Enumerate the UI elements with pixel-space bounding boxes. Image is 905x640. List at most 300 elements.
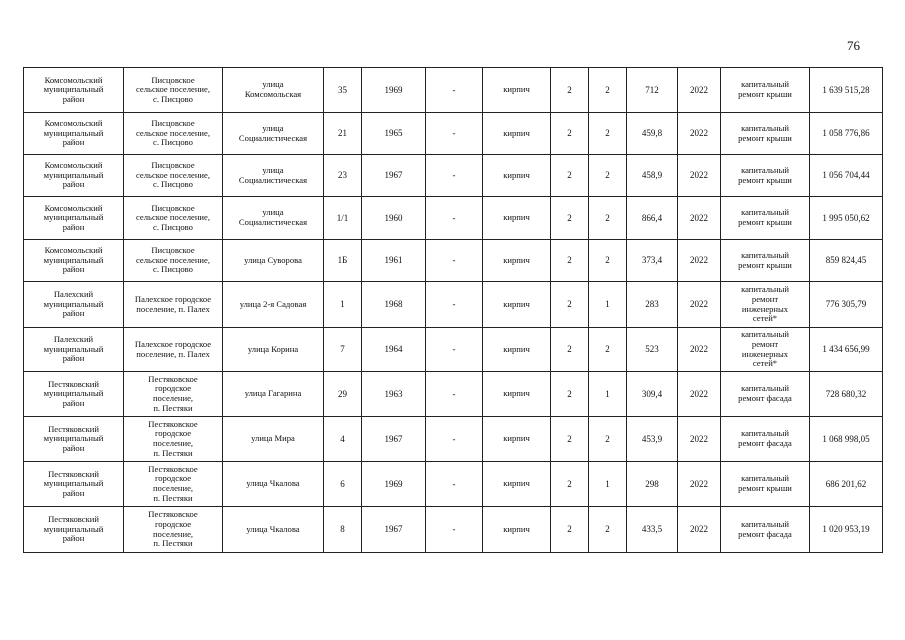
cell-text: 2 <box>605 344 610 355</box>
cell-wall-material <box>483 240 551 282</box>
cell-street <box>223 507 324 553</box>
cell-cost <box>810 113 883 155</box>
cell-text: улица Гагарина <box>244 388 302 399</box>
cell-text: Палехское городское поселение, п. Палех <box>134 338 212 359</box>
cell-text: 523 <box>645 344 659 355</box>
cell-entrances <box>589 328 627 372</box>
cell-text: Пестяковское городское поселение, п. Пестяки <box>148 418 198 458</box>
cell-district <box>24 328 124 372</box>
cell-entrances <box>589 197 627 240</box>
cell-text: капитальный ремонт фасада <box>738 383 792 403</box>
cell-text: 2022 <box>690 128 708 139</box>
cell-repair-year <box>678 240 721 282</box>
cell-cost <box>810 417 883 462</box>
cell-text: 1 <box>605 388 610 399</box>
cell-text: кирпич <box>503 343 530 354</box>
cell-house-number <box>324 417 362 462</box>
cell-floors <box>551 240 589 282</box>
cell-build-year <box>362 282 426 328</box>
cell-wall-material <box>483 155 551 197</box>
cell-text: - <box>452 388 456 399</box>
cell-work-type <box>721 197 810 240</box>
cell-build-year <box>362 462 426 507</box>
cell-text: Комсомольский муниципальный район <box>43 160 104 190</box>
cell-text: 2 <box>605 524 610 535</box>
cell-street <box>223 462 324 507</box>
cell-text: 2 <box>605 212 610 223</box>
cell-cost <box>810 462 883 507</box>
cell-entrances <box>589 240 627 282</box>
cell-text: 1Б <box>337 255 348 266</box>
cell-area <box>627 282 678 328</box>
cell-work-type <box>721 68 810 113</box>
cell-district <box>24 68 124 113</box>
cell-work-type <box>721 372 810 417</box>
cell-settlement <box>124 113 223 155</box>
page-number: 76 <box>847 38 860 53</box>
cell-text: - <box>452 212 456 223</box>
cell-dash <box>426 282 483 328</box>
cell-text: капитальный ремонт крыши <box>738 164 792 185</box>
cell-text: 2 <box>605 170 610 181</box>
cell-text: 6 <box>340 478 345 489</box>
cell-text: 2 <box>567 344 572 355</box>
cell-text: Комсомольский муниципальный район <box>43 74 104 104</box>
cell-text: 866,4 <box>641 212 663 223</box>
cell-text: кирпич <box>503 127 530 138</box>
table-row <box>24 282 883 328</box>
cell-text: 1965 <box>384 128 403 139</box>
cell-repair-year <box>678 462 721 507</box>
table-row <box>24 328 883 372</box>
cell-text: 2 <box>605 433 610 444</box>
cell-house-number <box>324 240 362 282</box>
cell-text: улица Мира <box>251 433 295 444</box>
cell-district <box>24 113 124 155</box>
cell-text: Писцовское сельское поселение, с. Писцово <box>136 245 210 275</box>
cell-area <box>627 68 678 113</box>
cell-text: 2022 <box>690 299 708 310</box>
cell-build-year <box>362 417 426 462</box>
cell-text: 8 <box>340 524 345 535</box>
table-row <box>24 68 883 113</box>
cell-text: 1 639 515,28 <box>822 84 870 95</box>
cell-text: 2 <box>567 128 572 139</box>
cell-text: - <box>452 255 456 266</box>
cell-street <box>223 282 324 328</box>
cell-text: 2022 <box>690 84 708 95</box>
cell-text: 1963 <box>384 388 403 399</box>
cell-dash <box>426 372 483 417</box>
cell-text: капитальный ремонт крыши <box>738 79 792 99</box>
cell-text: Пестяковский муниципальный район <box>43 423 104 453</box>
cell-work-type <box>721 462 810 507</box>
cell-text: 2 <box>567 170 572 181</box>
cell-area <box>627 507 678 553</box>
cell-text: - <box>452 344 456 355</box>
cell-text: 1 434 656,99 <box>822 344 870 355</box>
cell-house-number <box>324 155 362 197</box>
cell-text: 2 <box>605 84 610 95</box>
cell-district <box>24 372 124 417</box>
cell-text: Пестяковский муниципальный район <box>43 468 104 498</box>
cell-text: капитальный ремонт инженерных сетей* <box>741 284 789 324</box>
cell-text: кирпич <box>503 84 530 95</box>
cell-house-number <box>324 372 362 417</box>
cell-text: - <box>452 128 456 139</box>
cell-floors <box>551 462 589 507</box>
cell-text: Писцовское сельское поселение, с. Писцово <box>136 74 210 104</box>
cell-text: капитальный ремонт фасада <box>738 518 792 539</box>
cell-text: 433,5 <box>641 524 663 535</box>
cell-text: 2 <box>567 84 572 95</box>
cell-house-number <box>324 113 362 155</box>
cell-entrances <box>589 155 627 197</box>
cell-text: кирпич <box>503 478 530 489</box>
cell-repair-year <box>678 417 721 462</box>
cell-text: кирпич <box>503 523 530 534</box>
cell-street <box>223 417 324 462</box>
cell-floors <box>551 507 589 553</box>
cell-wall-material <box>483 197 551 240</box>
cell-street <box>223 240 324 282</box>
cell-settlement <box>124 155 223 197</box>
cell-text: 2022 <box>690 255 708 266</box>
cell-text: 2022 <box>690 212 708 223</box>
cell-text: 1969 <box>384 84 403 95</box>
cell-text: 2022 <box>690 478 708 489</box>
cell-settlement <box>124 462 223 507</box>
cell-district <box>24 462 124 507</box>
cell-text: капитальный ремонт крыши <box>738 122 792 143</box>
cell-text: 298 <box>645 478 659 489</box>
cell-area <box>627 328 678 372</box>
cell-text: 2 <box>605 255 610 266</box>
cell-text: Писцовское сельское поселение, с. Писцово <box>136 118 210 148</box>
cell-floors <box>551 197 589 240</box>
cell-build-year <box>362 507 426 553</box>
cell-text: 776 305,79 <box>825 299 867 310</box>
cell-text: Писцовское сельское поселение, с. Писцово <box>136 202 210 232</box>
cell-text: Комсомольский муниципальный район <box>43 245 104 275</box>
cell-text: 1960 <box>384 212 403 223</box>
cell-wall-material <box>483 68 551 113</box>
cell-text: улица Чкалова <box>246 523 300 534</box>
table-row <box>24 507 883 553</box>
cell-work-type <box>721 155 810 197</box>
cell-build-year <box>362 113 426 155</box>
cell-text: 2 <box>567 524 572 535</box>
cell-text: улица 2-я Садовая <box>239 298 307 309</box>
cell-text: Комсомольский муниципальный район <box>43 202 104 232</box>
cell-entrances <box>589 68 627 113</box>
cell-dash <box>426 240 483 282</box>
cell-text: 21 <box>338 128 347 139</box>
cell-text: Пестяковское городское поселение, п. Пестяки <box>148 509 198 549</box>
cell-district <box>24 197 124 240</box>
cell-text: кирпич <box>503 388 530 399</box>
cell-wall-material <box>483 462 551 507</box>
cell-dash <box>426 462 483 507</box>
cell-text: Пестяковский муниципальный район <box>43 514 104 544</box>
cell-repair-year <box>678 282 721 328</box>
cell-entrances <box>589 507 627 553</box>
cell-house-number <box>324 328 362 372</box>
cell-wall-material <box>483 328 551 372</box>
cell-cost <box>810 328 883 372</box>
cell-text: 29 <box>338 388 347 399</box>
cell-text: 686 201,62 <box>825 478 867 489</box>
cell-text: - <box>452 524 456 535</box>
cell-text: улица Суворова <box>244 254 302 265</box>
cell-text: 728 680,32 <box>825 388 867 399</box>
cell-district <box>24 155 124 197</box>
cell-text: 459,8 <box>641 128 663 139</box>
cell-build-year <box>362 372 426 417</box>
cell-text: капитальный ремонт крыши <box>738 207 792 227</box>
cell-wall-material <box>483 282 551 328</box>
cell-floors <box>551 68 589 113</box>
cell-text: 2022 <box>690 344 708 355</box>
cell-entrances <box>589 462 627 507</box>
cell-text: кирпич <box>503 169 530 180</box>
cell-entrances <box>589 372 627 417</box>
cell-text: улица Корина <box>247 343 299 354</box>
cell-settlement <box>124 328 223 372</box>
cell-text: 1 020 953,19 <box>822 524 870 535</box>
table-row <box>24 372 883 417</box>
cell-text: Палехское городское поселение, п. Палех <box>134 293 212 314</box>
cell-text: капитальный ремонт крыши <box>738 249 792 270</box>
cell-text: улица Комсомольская <box>244 79 302 99</box>
cell-repair-year <box>678 155 721 197</box>
cell-text: - <box>452 433 456 444</box>
cell-text: 2022 <box>690 170 708 181</box>
cell-dash <box>426 197 483 240</box>
cell-settlement <box>124 240 223 282</box>
cell-text: Комсомольский муниципальный район <box>43 118 104 148</box>
cell-text: - <box>452 478 456 489</box>
cell-build-year <box>362 197 426 240</box>
cell-text: 1967 <box>384 524 403 535</box>
cell-entrances <box>589 417 627 462</box>
cell-text: капитальный ремонт крыши <box>738 473 792 493</box>
cell-text: капитальный ремонт инженерных сетей* <box>741 329 789 369</box>
cell-build-year <box>362 328 426 372</box>
cell-street <box>223 372 324 417</box>
cell-dash <box>426 328 483 372</box>
cell-text: - <box>452 84 456 95</box>
cell-text: 2022 <box>690 433 708 444</box>
cell-house-number <box>324 462 362 507</box>
cell-house-number <box>324 282 362 328</box>
cell-dash <box>426 417 483 462</box>
cell-text: 2 <box>567 212 572 223</box>
cell-text: 1 995 050,62 <box>822 212 870 223</box>
cell-text: 23 <box>338 170 347 181</box>
cell-repair-year <box>678 372 721 417</box>
cell-wall-material <box>483 507 551 553</box>
cell-text: 2 <box>567 299 572 310</box>
cell-settlement <box>124 282 223 328</box>
cell-district <box>24 507 124 553</box>
cell-cost <box>810 282 883 328</box>
cell-text: Пестяковское городское поселение, п. Пестяки <box>148 463 198 503</box>
cell-text: 1 <box>605 478 610 489</box>
cell-repair-year <box>678 197 721 240</box>
cell-text: 2 <box>567 478 572 489</box>
cell-text: 2022 <box>690 388 708 399</box>
cell-district <box>24 240 124 282</box>
cell-text: 1/1 <box>336 212 349 223</box>
cell-text: 1961 <box>384 255 403 266</box>
cell-wall-material <box>483 417 551 462</box>
cell-dash <box>426 155 483 197</box>
cell-text: улица Чкалова <box>246 478 300 489</box>
cell-dash <box>426 68 483 113</box>
cell-text: кирпич <box>503 212 530 223</box>
cell-wall-material <box>483 113 551 155</box>
table-row <box>24 155 883 197</box>
cell-cost <box>810 68 883 113</box>
cell-text: - <box>452 170 456 181</box>
cell-text: Пестяковское городское поселение, п. Пестяки <box>148 373 198 413</box>
cell-build-year <box>362 240 426 282</box>
cell-street <box>223 113 324 155</box>
cell-dash <box>426 113 483 155</box>
cell-text: 7 <box>340 344 345 355</box>
cell-repair-year <box>678 328 721 372</box>
cell-text: 373,4 <box>641 255 663 266</box>
cell-repair-year <box>678 113 721 155</box>
cell-entrances <box>589 282 627 328</box>
table-row <box>24 197 883 240</box>
cell-wall-material <box>483 372 551 417</box>
cell-house-number <box>324 507 362 553</box>
cell-text: - <box>452 299 456 310</box>
cell-text: 283 <box>645 299 659 310</box>
cell-street <box>223 328 324 372</box>
building-repair-table <box>23 67 883 553</box>
cell-area <box>627 417 678 462</box>
cell-text: 1 <box>340 299 345 310</box>
cell-text: 2 <box>567 388 572 399</box>
cell-text: 4 <box>340 433 345 444</box>
cell-area <box>627 240 678 282</box>
cell-floors <box>551 113 589 155</box>
cell-text: Пестяковский муниципальный район <box>43 378 104 408</box>
cell-text: 309,4 <box>641 388 663 399</box>
cell-text: 1 058 776,86 <box>822 128 870 139</box>
cell-text: 2022 <box>690 524 708 535</box>
cell-text: Палехский муниципальный район <box>43 334 104 364</box>
cell-text: 859 824,45 <box>825 255 867 266</box>
cell-text: 1967 <box>384 170 403 181</box>
cell-repair-year <box>678 68 721 113</box>
cell-district <box>24 282 124 328</box>
cell-area <box>627 462 678 507</box>
cell-text: Палехский муниципальный район <box>43 289 104 319</box>
cell-text: кирпич <box>503 298 530 309</box>
cell-text: 458,9 <box>641 170 663 181</box>
cell-text: 712 <box>645 84 659 95</box>
cell-text: 1967 <box>384 433 403 444</box>
cell-work-type <box>721 240 810 282</box>
cell-house-number <box>324 197 362 240</box>
cell-floors <box>551 282 589 328</box>
cell-text: 1 068 998,05 <box>822 433 870 444</box>
cell-work-type <box>721 282 810 328</box>
cell-settlement <box>124 417 223 462</box>
cell-text: 35 <box>338 84 347 95</box>
cell-text: 453,9 <box>641 433 663 444</box>
cell-district <box>24 417 124 462</box>
cell-text: 1964 <box>384 344 403 355</box>
cell-cost <box>810 507 883 553</box>
cell-settlement <box>124 507 223 553</box>
cell-text: кирпич <box>503 433 530 444</box>
cell-floors <box>551 417 589 462</box>
cell-work-type <box>721 417 810 462</box>
cell-text: 2 <box>567 255 572 266</box>
cell-settlement <box>124 372 223 417</box>
cell-build-year <box>362 68 426 113</box>
cell-dash <box>426 507 483 553</box>
cell-text: улица Социалистическая <box>238 164 308 185</box>
cell-text: улица Социалистическая <box>238 122 308 143</box>
table-row <box>24 240 883 282</box>
cell-floors <box>551 372 589 417</box>
table-body <box>24 68 883 553</box>
cell-street <box>223 155 324 197</box>
cell-work-type <box>721 507 810 553</box>
table-row <box>24 462 883 507</box>
cell-floors <box>551 155 589 197</box>
cell-build-year <box>362 155 426 197</box>
cell-settlement <box>124 68 223 113</box>
cell-text: 1 056 704,44 <box>822 170 870 181</box>
cell-text: 1968 <box>384 299 403 310</box>
cell-cost <box>810 197 883 240</box>
cell-area <box>627 113 678 155</box>
cell-settlement <box>124 197 223 240</box>
cell-area <box>627 372 678 417</box>
cell-text: 1 <box>605 299 610 310</box>
cell-work-type <box>721 328 810 372</box>
cell-text: 2 <box>605 128 610 139</box>
cell-street <box>223 68 324 113</box>
cell-text: капитальный ремонт фасада <box>738 428 792 448</box>
table-row <box>24 417 883 462</box>
cell-area <box>627 155 678 197</box>
cell-work-type <box>721 113 810 155</box>
cell-text: 2 <box>567 433 572 444</box>
cell-house-number <box>324 68 362 113</box>
cell-text: Писцовское сельское поселение, с. Писцово <box>136 160 210 190</box>
cell-area <box>627 197 678 240</box>
cell-cost <box>810 240 883 282</box>
cell-cost <box>810 155 883 197</box>
cell-cost <box>810 372 883 417</box>
cell-text: 1969 <box>384 478 403 489</box>
cell-floors <box>551 328 589 372</box>
cell-repair-year <box>678 507 721 553</box>
cell-street <box>223 197 324 240</box>
table-row <box>24 113 883 155</box>
cell-text: кирпич <box>503 254 530 265</box>
cell-text: улица Социалистическая <box>238 207 308 227</box>
cell-entrances <box>589 113 627 155</box>
